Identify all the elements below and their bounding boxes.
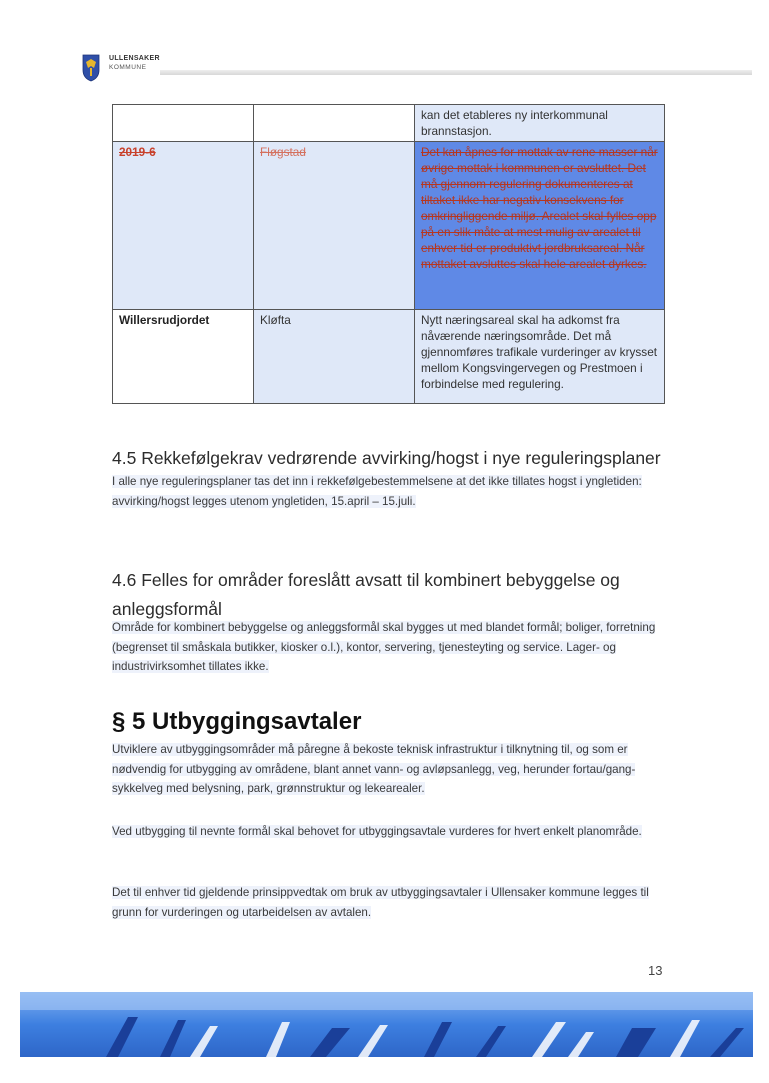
table-row [113,310,665,404]
section-5-paragraph: Ved utbygging til nevnte formål skal behovet for utbyggingsavtale vurderes for hvert enkelt planområde. [112,825,642,838]
municipality-sub: KOMMUNE [109,64,147,71]
table-row [113,142,665,310]
section-heading-5: § 5 Utbyggingsavtaler [112,708,362,735]
section-body-4-5: I alle nye reguleringsplaner tas det inn i rekkefølgebestemmelsene at det ikke tillates hogst i yngletiden: avvirking/hogst legges utenom yngletiden, 15.april – 15.juli. [112,475,642,508]
table-cell-place [254,105,415,142]
municipality-crest-icon [82,54,100,82]
table-cell-id: Willersrudjordet [113,310,254,404]
footer-banner-graphic [20,992,753,1057]
table-row [113,105,665,142]
header-rule [160,70,752,75]
page-number: 13 [648,963,663,978]
table-cell-text: Nytt næringsareal skal ha adkomst fra nåværende næringsområde. Det må gjennomføres trafikale vurderinger av krysset mellom Kongsvingervegen og Prestmoen i forbindelse med regulering. [415,310,665,404]
section-body-4-6: Område for kombinert bebyggelse og anleggsformål skal bygges ut med blandet formål; boliger, forretning (begrenset til småskala butikker, kiosker o.l.), kontor, servering, tjenesteyting og service. Lager- og industrivirksomhet tillates ikke. [112,621,656,673]
section-5-paragraph: Det til enhver tid gjeldende prinsippvedtak om bruk av utbyggingsavtaler i Ullensaker kommune legges til grunn for vurderingen og utarbeidelsen av avtalen. [112,886,649,919]
table-cell-id [113,105,254,142]
section-heading-4-6: 4.6 Felles for områder foreslått avsatt til kombinert bebyggelse og anleggsformål [112,570,620,619]
table-cell-id-deleted: 2019-6 [119,145,156,159]
table-cell-text: kan det etableres ny interkommunal brannstasjon. [415,105,665,142]
municipality-name: ULLENSAKER [109,55,160,62]
table-cell-text-deleted: Det kan åpnes for mottak av rene masser når øvrige mottak i kommunen er avsluttet. Det må gjennom regulering dokumenteres at tiltaket ikke har negativ konsekvens for omkringliggende miljø. Arealet skal fylles opp på en slik måte at mest mulig av arealet til enhver tid er produktivt jordbruksareal. Når mottaket avsluttes skal hele arealet dyrkes. [421,145,658,271]
section-5-paragraph: Utviklere av utbyggingsområder må påregne å bekoste teknisk infrastruktur i tilknytning til, og som er nødvendig for utbygging av områdene, blant annet vann- og avløpsanlegg, veg, herunder fortau/gang- sykkelveg med belysning, park, grønnstruktur og lekearealer. [112,743,636,795]
table-cell-place-deleted: Fløgstad [260,145,306,159]
table-cell-place: Kløfta [254,310,415,404]
plan-table [112,104,665,404]
section-heading-4-5: 4.5 Rekkefølgekrav vedrørende avvirking/hogst i nye reguleringsplaner [112,448,661,468]
